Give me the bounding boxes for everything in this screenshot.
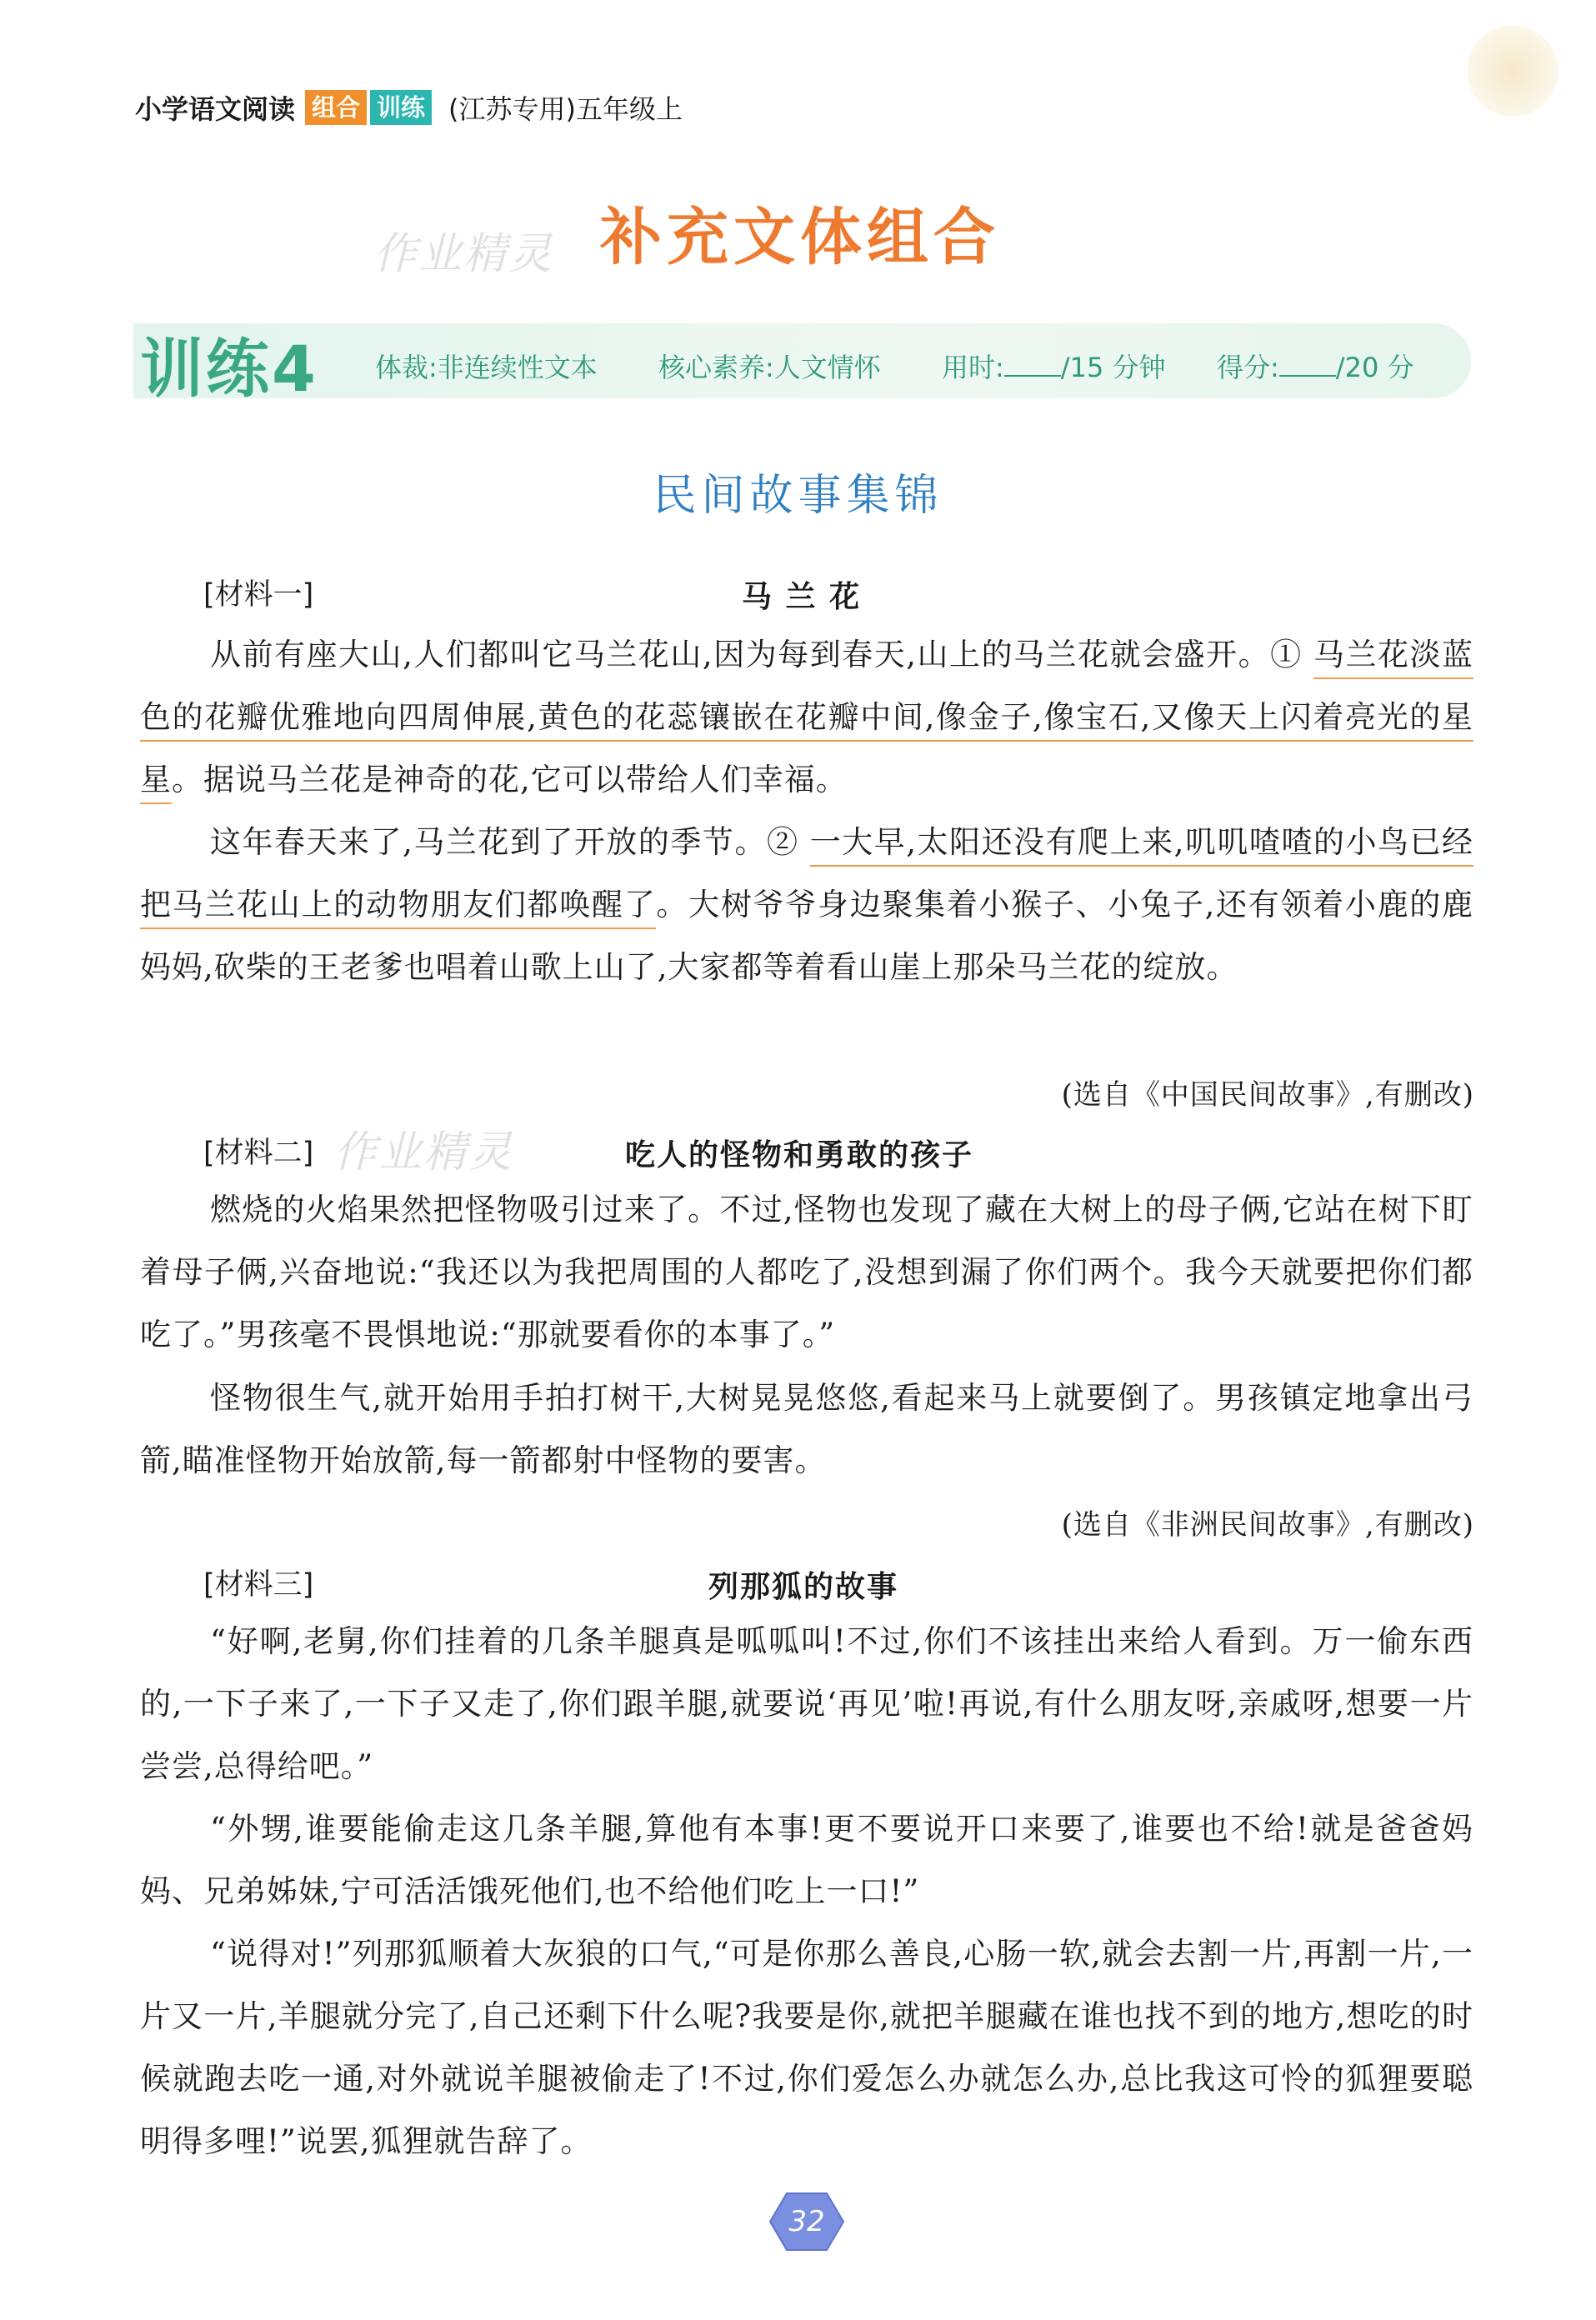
book-series-header <box>135 88 683 127</box>
series-tag-combo: 组合 <box>305 90 367 125</box>
page-number: 32 <box>788 2205 825 2238</box>
section-title: 补充文体组合 <box>600 202 1000 273</box>
material1-source: (选自《中国民间故事》,有删改) <box>1061 1078 1474 1112</box>
score-label: 得分: <box>1217 352 1279 383</box>
material1-paragraph2: 这年春天来了,马兰花到了开放的季节。② 一大早,太阳还没有爬上来,叽叽喳喳的小鸟已经把马兰花山上的动物朋友们都唤醒了。大树爷爷身边聚集着小猴子、小兔子,还有领着小鹿的鹿妈妈,砍柴的王老爹也唱着山歌上山了,大家都等着看山崖上那朵马兰花的绽放。 <box>140 824 1474 985</box>
material3-paragraph2: “外甥,谁要能偷走这几条羊腿,算他有本事!更不要说开口来要了,谁要也不给!就是爸爸妈妈、兄弟姊妹,宁可活活饿死他们,也不给他们吃上一口!” <box>140 1811 1473 1909</box>
corner-decoration <box>1467 25 1558 117</box>
underlined-sentence-2: 一大早,太阳还没有爬上来,叽叽喳喳的小鸟已经把马兰花山上的动物朋友们都唤醒了 <box>140 824 1473 929</box>
time-field <box>942 347 1165 385</box>
collection-title: 民间故事集锦 <box>653 471 943 521</box>
underlined-sentence-1: 马兰花淡蓝色的花瓣优雅地向四周伸展,黄色的花蕊镶嵌在花瓣中间,像金子,像宝石,又像天上闪着亮光的星星 <box>140 637 1473 804</box>
time-blank[interactable] <box>1004 353 1061 377</box>
series-name: 小学语文阅读 <box>135 93 296 125</box>
literacy-label: 核心素养:人文情怀 <box>658 352 881 383</box>
watermark: 作业精灵 <box>373 229 554 279</box>
material1-label: [材料一] <box>203 578 314 612</box>
page-number-badge <box>768 2192 845 2252</box>
material2-source: (选自《非洲民间故事》,有删改) <box>1061 1508 1474 1542</box>
material2-title: 吃人的怪物和勇敢的孩子 <box>625 1138 974 1172</box>
material1-title: 马 兰 花 <box>742 580 862 614</box>
material3-title: 列那狐的故事 <box>708 1570 899 1604</box>
score-field <box>1217 347 1413 385</box>
material2-label: [材料二] <box>203 1137 314 1170</box>
exercise-title: 训练4 <box>140 332 318 406</box>
material3-paragraph1: “好啊,老舅,你们挂着的几条羊腿真是呱呱叫!不过,你们不该挂出来给人看到。万一偷东西的,一下子来了,一下子又走了,你们跟羊腿,就要说‘再见’啦!再说,有什么朋友呀,亲戚呀,想要一片尝尝,总得给吧。” <box>140 1623 1473 1784</box>
watermark-2: 作业精灵 <box>333 1128 514 1178</box>
material3-label: [材料三] <box>203 1568 314 1602</box>
edition-label: (江苏专用)五年级上 <box>448 93 683 125</box>
time-label: 用时: <box>942 352 1004 383</box>
score-blank[interactable] <box>1279 353 1336 377</box>
time-total: /15 分钟 <box>1060 352 1166 383</box>
material3-paragraph3: “说得对!”列那狐顺着大灰狼的口气,“可是你那么善良,心肠一软,就会去割一片,再割一片,一片又一片,羊腿就分完了,自己还剩下什么呢?我要是你,就把羊腿藏在谁也找不到的地方,想吃的时候就跑去吃一通,对外就说羊腿被偷走了!不过,你们爱怎么办就怎么办,总比我这可怜的狐狸要聪明得多哩!”说罢,狐狸就告辞了。 <box>140 1936 1473 2159</box>
material2-paragraph1: 燃烧的火焰果然把怪物吸引过来了。不过,怪物也发现了藏在大树上的母子俩,它站在树下盯着母子俩,兴奋地说:“我还以为我把周围的人都吃了,没想到漏了你们两个。我今天就要把你们都吃了。”男孩毫不畏惧地说:“那就要看你的本事了。” <box>140 1192 1473 1352</box>
series-tag-training: 训练 <box>370 90 432 125</box>
genre-label: 体裁:非连续性文本 <box>375 352 598 383</box>
material2-paragraph2: 怪物很生气,就开始用手拍打树干,大树晃晃悠悠,看起来马上就要倒了。男孩镇定地拿出弓箭,瞄准怪物开始放箭,每一箭都射中怪物的要害。 <box>140 1380 1473 1478</box>
material1-paragraph1: 从前有座大山,人们都叫它马兰花山,因为每到春天,山上的马兰花就会盛开。① 马兰花淡蓝色的花瓣优雅地向四周伸展,黄色的花蕊镶嵌在花瓣中间,像金子,像宝石,又像天上闪着亮光的星星。据说马兰花是神奇的花,它可以带给人们幸福。 <box>140 623 1473 811</box>
score-total: /20 分 <box>1335 352 1414 383</box>
